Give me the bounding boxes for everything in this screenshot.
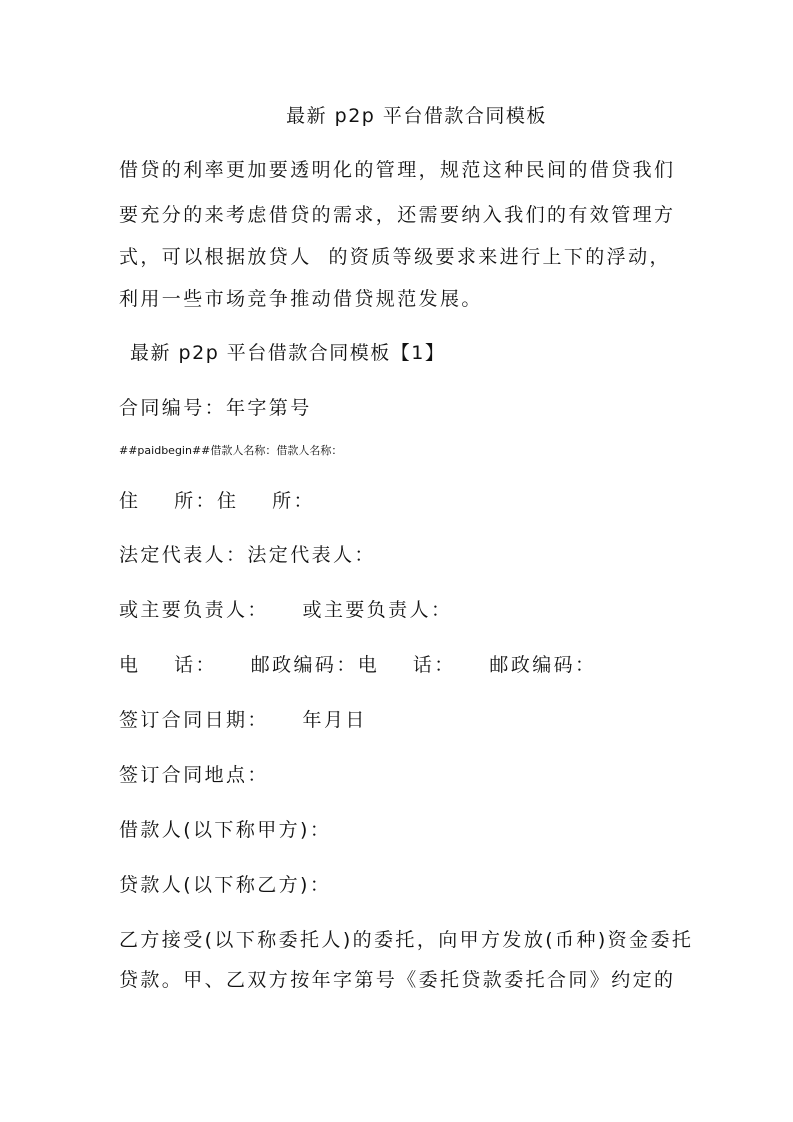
sign-place-line: 签订合同地点： — [119, 764, 269, 786]
intro-line-3: 式，可以根据放贷人 的资质等级要求来进行上下的浮动， — [119, 246, 671, 268]
final-line-1: 乙方接受(以下称委托人)的委托，向甲方发放(币种)资金委托 — [119, 929, 694, 951]
phone-line: 电 话： 邮政编码：电 话： 邮政编码： — [119, 654, 597, 676]
intro-line-2: 要充分的来考虑借贷的需求，还需要纳入我们的有效管理方 — [119, 204, 676, 226]
section-title: 最新 p2p 平台借款合同模板【1】 — [130, 342, 446, 364]
address-line: 住 所：住 所： — [119, 490, 315, 512]
final-line-2: 贷款。甲、乙双方按年字第号《委托贷款委托合同》约定的 — [119, 969, 676, 991]
main-person-line: 或主要负责人： 或主要负责人： — [119, 599, 453, 621]
lender-line: 贷款人(以下称乙方)： — [119, 874, 332, 896]
contract-number: 合同编号：年字第号 — [119, 397, 312, 419]
sign-date-line: 签订合同日期： 年月日 — [119, 709, 367, 731]
intro-line-4: 利用一些市场竞争推动借贷规范发展。 — [119, 288, 483, 310]
legal-representative-line: 法定代表人：法定代表人： — [119, 544, 376, 566]
document-title: 最新 p2p 平台借款合同模板 — [286, 105, 547, 127]
paid-marker-line: ##paidbegin##借款人名称：借款人名称： — [119, 444, 343, 457]
borrower-line: 借款人(以下称甲方)： — [119, 819, 332, 841]
intro-line-1: 借贷的利率更加要透明化的管理，规范这种民间的借贷我们 — [119, 159, 676, 181]
